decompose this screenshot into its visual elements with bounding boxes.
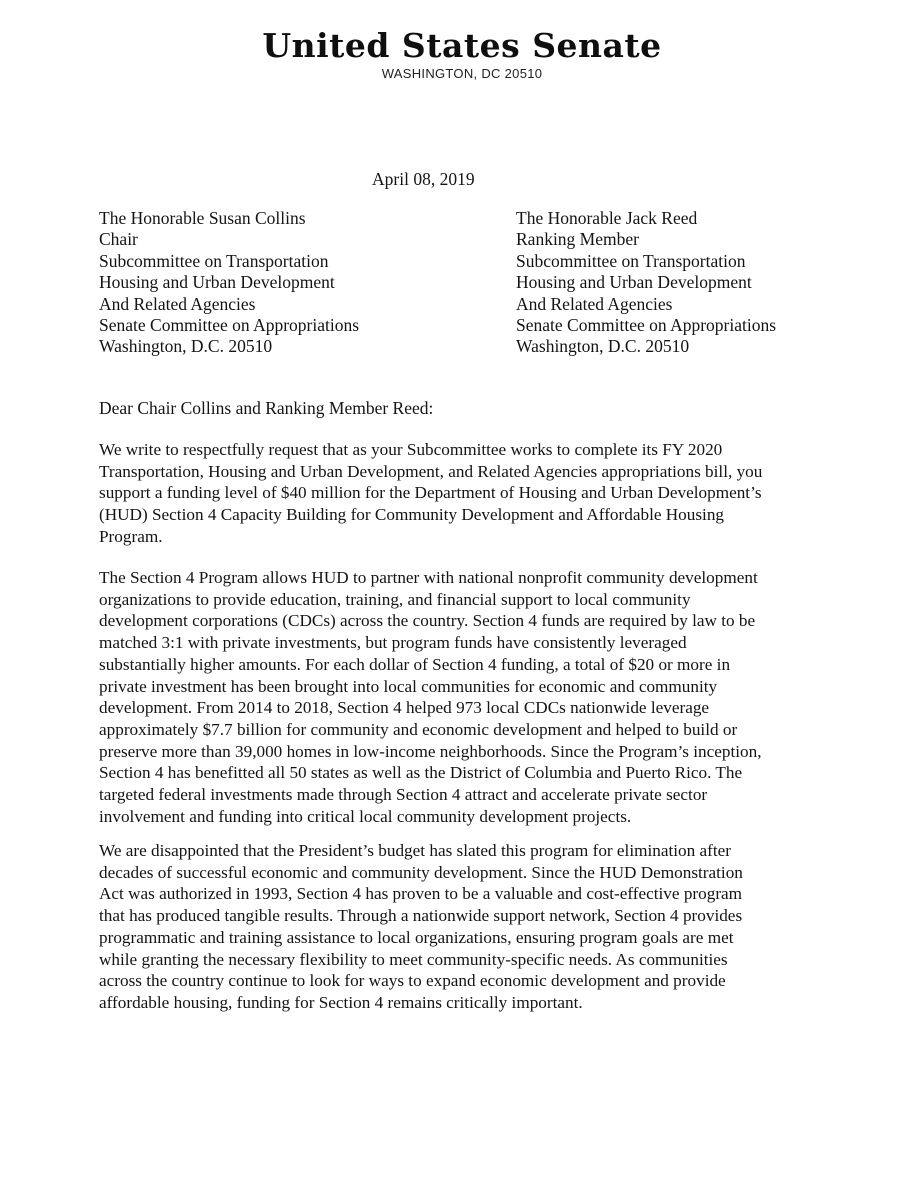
paragraph-line: private investment has been brought into local communities for economic and community [99,676,718,696]
paragraph-line: matched 3:1 with private investments, but program funds have consistently leveraged [99,633,687,653]
paragraph-line: involvement and funding into critical local community development projects. [99,806,632,826]
paragraph-line: across the country continue to look for ways to expand economic development and provide [99,971,726,991]
address-line: The Honorable Susan Collins [99,208,306,228]
address-line: Washington, D.C. 20510 [99,336,273,357]
address-line: Senate Committee on Appropriations [516,315,777,336]
paragraph-line: organizations to provide education, training, and financial support to local community [99,589,691,609]
paragraph-line: affordable housing, funding for Section 4 remains critically important. [99,992,583,1012]
address-line: Senate Committee on Appropriations [99,315,360,336]
paragraph-line: Transportation, Housing and Urban Development, and Related Agencies appropriations bill, you [99,461,763,481]
address-line: Chair [99,229,138,250]
letterhead-title: United States Senate [262,26,662,65]
paragraph-line: decades of successful economic and community development. Since the HUD Demonstration [99,862,743,882]
paragraph-line: targeted federal investments made through Section 4 attract and accelerate private sector [99,785,708,805]
paragraph-line: Section 4 has benefitted all 50 states as well as the District of Columbia and Puerto Rico. The [99,763,743,783]
address-line: Washington, D.C. 20510 [516,336,690,357]
paragraph-line: substantially higher amounts. For each dollar of Section 4 funding, a total of $20 or more in [99,654,731,674]
paragraph-line: (HUD) Section 4 Capacity Building for Community Development and Affordable Housing [99,505,725,525]
paragraph-line: support a funding level of $40 million for the Department of Housing and Urban Development’s [99,483,762,503]
paragraph-line: Act was authorized in 1993, Section 4 has proven to be a valuable and cost-effective program [99,884,743,904]
paragraph-line: development. From 2014 to 2018, Section 4 helped 973 local CDCs nationwide leverage [99,698,710,718]
body-paragraph-1 [99,439,819,548]
address-line: Subcommittee on Transportation [516,250,746,271]
address-line: Subcommittee on Transportation [99,250,329,271]
paragraph-line: We are disappointed that the President’s budget has slated this program for elimination after [99,841,731,860]
recipient-address-left [99,208,359,358]
recipient-address-right [516,208,776,358]
address-line: Housing and Urban Development [99,272,335,293]
paragraph-line: The Section 4 Program allows HUD to partner with national nonprofit community development [99,568,758,587]
address-line: And Related Agencies [516,293,673,314]
salutation: Dear Chair Collins and Ranking Member Reed: [99,398,434,418]
paragraph-line: preserve more than 39,000 homes in low-income neighborhoods. Since the Program’s inception, [99,741,762,761]
paragraph-line: programmatic and training assistance to local organizations, ensuring program goals are met [99,927,734,947]
paragraph-line: We write to respectfully request that as your Subcommittee works to complete its FY 2020 [99,440,723,459]
letter-date: April 08, 2019 [372,169,475,189]
letterhead-address: WASHINGTON, DC 20510 [381,66,543,81]
paragraph-line: development corporations (CDCs) across the country. Section 4 funds are required by law to be [99,611,756,631]
body-paragraph-2 [99,567,819,827]
paragraph-line: while granting the necessary flexibility to meet community-specific needs. As communities [99,949,728,969]
address-line: Housing and Urban Development [516,272,752,293]
address-line: And Related Agencies [99,293,256,314]
paragraph-line: that has produced tangible results. Through a nationwide support network, Section 4 provides [99,906,743,926]
address-line: The Honorable Jack Reed [516,208,698,228]
paragraph-line: approximately $7.7 billion for community and economic development and helped to build or [99,719,738,739]
paragraph-line: Program. [99,526,163,546]
letterhead [0,26,924,82]
address-line: Ranking Member [516,229,639,250]
body-paragraph-3 [99,840,819,1014]
